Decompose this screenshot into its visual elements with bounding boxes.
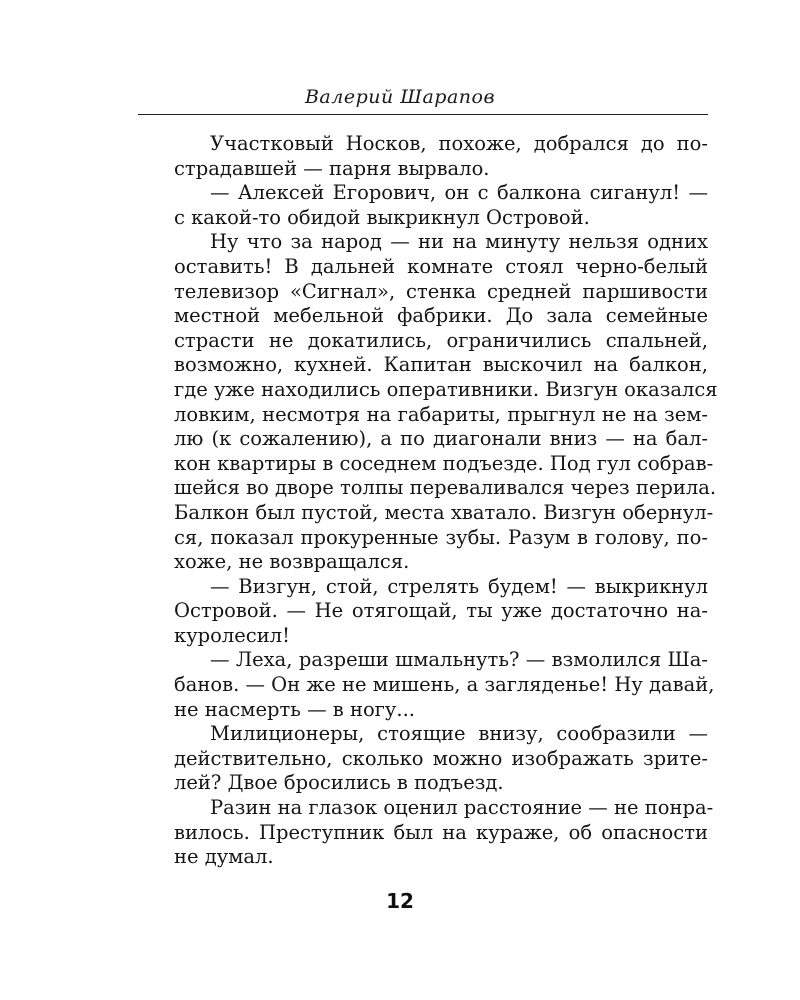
text-line: не насмерть — в ногу... [174,697,415,721]
paragraph [138,648,715,722]
text-line: лей? Двое бросились в подъезд. [174,771,504,795]
paragraph [138,230,718,574]
text-line: Участковый Носков, похоже, добрался до по- [210,132,708,155]
text-line: с какой-то обидой выкрикнул Островой. [174,205,590,229]
text-line: кон квартиры в соседнем подъезде. Под гул собрав- [174,451,714,475]
paragraph [138,575,708,649]
text-line: страдавшей — парня вырвало. [174,156,490,180]
text-line: — Алексей Егорович, он с балкона сиганул! — [210,181,708,205]
text-line: банов. — Он же не мишень, а загляденье! Ну давай, [174,673,715,697]
paragraph [138,722,708,796]
text-line: Милиционеры, стоящие внизу, сообразили — [210,722,708,746]
text-line: шейся во дворе толпы переваливался через перила. [174,476,717,500]
text-line: страсти не докатились, ограничились спальней, [174,328,708,352]
text-line: телевизор «Сигнал», стенка средней паршивости [174,279,708,303]
running-head-author: Валерий Шарапов [304,86,496,108]
text-line: — Визгун, стой, стрелять будем! — выкрикнул [210,574,708,598]
body-text [138,132,718,870]
header-rule [138,114,708,115]
text-line: действительно, сколько можно изображать зрите- [174,746,708,770]
paragraph [138,796,714,870]
text-line: ся, показал прокуренные зубы. Разум в голову, по- [174,525,708,549]
text-line: не думал. [174,845,274,869]
page-number: 12 [386,889,414,913]
text-line: возможно, кухней. Капитан выскочил на балкон, [174,353,708,377]
text-line: где уже находились оперативники. Визгун оказался [174,377,718,401]
text-line: местной мебельной фабрики. До зала семейные [174,304,708,328]
text-line: Ну что за народ — ни на минуту нельзя одних [210,230,708,254]
text-line: Островой. — Не отягощай, ты уже достаточно на- [174,599,708,623]
paragraph [138,181,708,230]
text-line: лю (к сожалению), а по диагонали вниз — на бал- [174,427,708,451]
paragraph [138,132,708,181]
text-line: Разин на глазок оценил расстояние — не понра- [210,796,714,820]
text-line: хоже, не возвращался. [174,550,410,574]
text-line: оставить! В дальней комнате стоял черно-белый [174,254,708,278]
text-line: вилось. Преступник был на кураже, об опасности [174,820,708,844]
text-line: ловким, несмотря на габариты, прыгнул не на зем- [174,402,708,426]
text-line: — Леха, разреши шмальнуть? — взмолился Ша- [210,648,708,672]
text-line: Балкон был пустой, места хватало. Визгун обернул- [174,500,714,524]
text-line: куролесил! [174,623,290,647]
